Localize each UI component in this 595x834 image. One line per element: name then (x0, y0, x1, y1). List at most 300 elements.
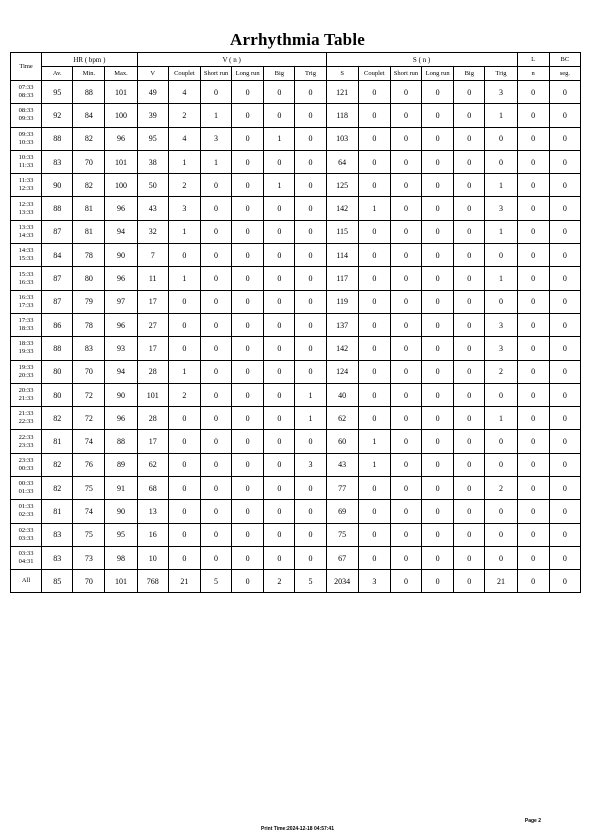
col-header-time: Time (11, 53, 42, 81)
value-cell: 0 (549, 523, 580, 546)
value-cell: 81 (42, 430, 73, 453)
value-cell: 0 (549, 244, 580, 267)
value-cell: 1 (485, 174, 517, 197)
col-header-bc-seg: seg. (549, 67, 580, 81)
value-cell: 0 (549, 81, 580, 104)
value-cell: 0 (454, 570, 485, 593)
value-cell: 0 (168, 546, 200, 569)
time-cell (11, 453, 42, 476)
value-cell: 0 (390, 267, 421, 290)
value-cell: 137 (326, 313, 358, 336)
value-cell: 0 (264, 267, 295, 290)
value-cell: 0 (295, 127, 326, 150)
value-cell: 0 (549, 104, 580, 127)
print-time: Print Time:2024-12-18 04:57:41 (260, 826, 334, 832)
value-cell: 0 (549, 407, 580, 430)
time-end: 17:33 (18, 301, 34, 309)
value-cell: 0 (422, 500, 454, 523)
value-cell: 17 (137, 337, 168, 360)
value-cell: 0 (485, 383, 517, 406)
time-cell (11, 337, 42, 360)
value-cell: 3 (200, 127, 231, 150)
value-cell: 0 (390, 500, 421, 523)
time-cell (11, 477, 42, 500)
value-cell: 95 (42, 81, 73, 104)
table-row (11, 383, 581, 406)
value-cell: 0 (549, 127, 580, 150)
value-cell: 0 (485, 546, 517, 569)
value-cell: 0 (422, 290, 454, 313)
value-cell: 0 (232, 174, 264, 197)
value-cell: 74 (73, 430, 105, 453)
page-number: Page 2 (524, 818, 541, 824)
value-cell: 2 (485, 477, 517, 500)
value-cell: 0 (264, 81, 295, 104)
value-cell: 4 (168, 127, 200, 150)
value-cell: 0 (232, 453, 264, 476)
value-cell: 0 (454, 81, 485, 104)
value-cell: 0 (264, 477, 295, 500)
value-cell: 0 (358, 104, 390, 127)
value-cell: 101 (105, 81, 137, 104)
table-row (11, 244, 581, 267)
value-cell: 95 (137, 127, 168, 150)
time-start: 13:33 (18, 223, 34, 231)
value-cell: 0 (390, 546, 421, 569)
value-cell: 0 (295, 313, 326, 336)
value-cell: 0 (358, 174, 390, 197)
time-end: 00:33 (18, 464, 34, 472)
value-cell: 0 (390, 477, 421, 500)
value-cell: 1 (485, 104, 517, 127)
time-cell (11, 523, 42, 546)
col-header-hr-max: Max. (105, 67, 137, 81)
value-cell: 3 (485, 337, 517, 360)
value-cell: 0 (232, 523, 264, 546)
time-start: 11:33 (18, 177, 34, 185)
value-cell: 81 (42, 500, 73, 523)
col-header-v-big: Big (264, 67, 295, 81)
value-cell: 82 (42, 407, 73, 430)
value-cell: 0 (517, 407, 549, 430)
value-cell: 83 (42, 150, 73, 173)
header-row-columns (11, 67, 581, 81)
value-cell: 100 (105, 174, 137, 197)
col-header-v-short-run: Short run (200, 67, 231, 81)
value-cell: 0 (454, 174, 485, 197)
col-header-bc: BC (549, 53, 580, 67)
value-cell: 0 (549, 313, 580, 336)
value-cell: 0 (517, 244, 549, 267)
value-cell: 0 (549, 174, 580, 197)
time-end: 20:33 (18, 371, 34, 379)
value-cell: 0 (454, 150, 485, 173)
value-cell: 0 (390, 220, 421, 243)
value-cell: 1 (358, 430, 390, 453)
table-body (11, 81, 581, 593)
value-cell: 0 (232, 127, 264, 150)
value-cell: 1 (200, 104, 231, 127)
value-cell: 94 (105, 220, 137, 243)
value-cell: 1 (358, 197, 390, 220)
table-row (11, 360, 581, 383)
value-cell: 0 (485, 290, 517, 313)
value-cell: 0 (454, 267, 485, 290)
value-cell: 0 (485, 127, 517, 150)
value-cell: 0 (549, 337, 580, 360)
value-cell: 84 (42, 244, 73, 267)
value-cell: 81 (73, 220, 105, 243)
time-end: 09:33 (18, 115, 34, 123)
value-cell: 0 (517, 570, 549, 593)
time-end: 16:33 (18, 278, 34, 286)
value-cell: 0 (358, 290, 390, 313)
value-cell: 0 (295, 546, 326, 569)
col-group-hr: HR ( bpm ) (42, 53, 137, 67)
value-cell: 1 (264, 127, 295, 150)
value-cell: 0 (232, 546, 264, 569)
value-cell: 87 (42, 220, 73, 243)
value-cell: 84 (73, 104, 105, 127)
time-end: 12:33 (18, 185, 34, 193)
value-cell: 0 (422, 104, 454, 127)
value-cell: 76 (73, 453, 105, 476)
time-end: 19:33 (18, 348, 34, 356)
value-cell: 0 (422, 174, 454, 197)
value-cell: 0 (358, 244, 390, 267)
value-cell: 72 (73, 383, 105, 406)
table-row (11, 81, 581, 104)
value-cell: 1 (200, 150, 231, 173)
value-cell: 0 (295, 360, 326, 383)
value-cell: 80 (42, 360, 73, 383)
value-cell: 0 (200, 220, 231, 243)
value-cell: 1 (485, 407, 517, 430)
value-cell: 1 (295, 407, 326, 430)
value-cell: 0 (264, 197, 295, 220)
value-cell: 0 (358, 523, 390, 546)
value-cell: 0 (358, 500, 390, 523)
value-cell: 88 (73, 81, 105, 104)
value-cell: 0 (264, 290, 295, 313)
value-cell: 28 (137, 407, 168, 430)
value-cell: 39 (137, 104, 168, 127)
value-cell: 0 (390, 523, 421, 546)
value-cell: 0 (358, 337, 390, 360)
value-cell: 82 (42, 477, 73, 500)
value-cell: 0 (517, 546, 549, 569)
value-cell: 0 (232, 313, 264, 336)
value-cell: 0 (390, 81, 421, 104)
value-cell: 0 (168, 453, 200, 476)
value-cell: 49 (137, 81, 168, 104)
value-cell: 1 (168, 220, 200, 243)
value-cell: 0 (232, 81, 264, 104)
value-cell: 3 (485, 313, 517, 336)
value-cell: 77 (326, 477, 358, 500)
table-row (11, 523, 581, 546)
value-cell: 91 (105, 477, 137, 500)
time-start: 21:33 (18, 410, 34, 418)
time-cell (11, 313, 42, 336)
value-cell: 0 (168, 500, 200, 523)
time-start: 16:33 (18, 293, 34, 301)
value-cell: 0 (549, 570, 580, 593)
table-row (11, 546, 581, 569)
value-cell: 0 (295, 220, 326, 243)
table-row-all (11, 570, 581, 593)
value-cell: 0 (517, 453, 549, 476)
value-cell: 67 (326, 546, 358, 569)
value-cell: 73 (73, 546, 105, 569)
table-row (11, 313, 581, 336)
col-header-s-big: Big (454, 67, 485, 81)
value-cell: 101 (105, 570, 137, 593)
value-cell: 92 (42, 104, 73, 127)
value-cell: 0 (358, 220, 390, 243)
value-cell: 0 (517, 81, 549, 104)
value-cell: 0 (200, 267, 231, 290)
value-cell: 0 (517, 104, 549, 127)
value-cell: 0 (358, 127, 390, 150)
value-cell: 80 (73, 267, 105, 290)
value-cell: 0 (549, 383, 580, 406)
value-cell: 1 (168, 360, 200, 383)
value-cell: 96 (105, 267, 137, 290)
value-cell: 78 (73, 244, 105, 267)
value-cell: 0 (232, 500, 264, 523)
time-cell (11, 174, 42, 197)
value-cell: 0 (200, 407, 231, 430)
value-cell: 0 (168, 290, 200, 313)
value-cell: 0 (358, 477, 390, 500)
value-cell: 0 (200, 430, 231, 453)
value-cell: 0 (517, 313, 549, 336)
value-cell: 0 (390, 570, 421, 593)
value-cell: 0 (295, 197, 326, 220)
time-start: 18:33 (18, 340, 34, 348)
time-end: 22:33 (18, 418, 34, 426)
value-cell: 0 (390, 174, 421, 197)
time-end: 08:33 (18, 92, 34, 100)
value-cell: 5 (200, 570, 231, 593)
value-cell: 0 (517, 127, 549, 150)
value-cell: 0 (295, 430, 326, 453)
value-cell: 768 (137, 570, 168, 593)
value-cell: 90 (105, 500, 137, 523)
value-cell: 1 (168, 267, 200, 290)
value-cell: 68 (137, 477, 168, 500)
table-row (11, 150, 581, 173)
value-cell: 0 (517, 174, 549, 197)
value-cell: 0 (200, 197, 231, 220)
value-cell: 0 (264, 453, 295, 476)
time-end: 23:33 (18, 441, 34, 449)
value-cell: 0 (168, 430, 200, 453)
value-cell: 118 (326, 104, 358, 127)
time-cell (11, 104, 42, 127)
value-cell: 0 (485, 244, 517, 267)
time-start: 10:33 (18, 154, 34, 162)
value-cell: 0 (168, 407, 200, 430)
value-cell: 5 (295, 570, 326, 593)
value-cell: 0 (422, 267, 454, 290)
time-start: 00:33 (18, 480, 34, 488)
value-cell: 0 (422, 453, 454, 476)
value-cell: 0 (200, 477, 231, 500)
value-cell: 0 (454, 337, 485, 360)
value-cell: 0 (422, 383, 454, 406)
value-cell: 0 (358, 81, 390, 104)
value-cell: 0 (232, 290, 264, 313)
value-cell: 38 (137, 150, 168, 173)
value-cell: 0 (422, 570, 454, 593)
value-cell: 0 (264, 244, 295, 267)
table-row (11, 500, 581, 523)
value-cell: 0 (232, 150, 264, 173)
value-cell: 21 (485, 570, 517, 593)
value-cell: 0 (422, 220, 454, 243)
value-cell: 95 (105, 523, 137, 546)
table-row (11, 104, 581, 127)
value-cell: 0 (454, 244, 485, 267)
value-cell: 0 (200, 453, 231, 476)
value-cell: 0 (422, 360, 454, 383)
value-cell: 0 (168, 477, 200, 500)
col-header-v-long-run: Long run (232, 67, 264, 81)
value-cell: 0 (422, 244, 454, 267)
value-cell: 2 (264, 570, 295, 593)
value-cell: 64 (326, 150, 358, 173)
value-cell: 74 (73, 500, 105, 523)
time-end: 01:33 (18, 488, 34, 496)
table-row (11, 174, 581, 197)
value-cell: 62 (326, 407, 358, 430)
value-cell: 70 (73, 150, 105, 173)
value-cell: 0 (517, 337, 549, 360)
value-cell: 0 (200, 500, 231, 523)
value-cell: 3 (295, 453, 326, 476)
value-cell: 0 (168, 523, 200, 546)
col-header-s-trig: Trig (485, 67, 517, 81)
value-cell: 82 (73, 174, 105, 197)
value-cell: 2 (168, 383, 200, 406)
value-cell: 0 (358, 546, 390, 569)
value-cell: 40 (326, 383, 358, 406)
value-cell: 17 (137, 290, 168, 313)
value-cell: 0 (358, 150, 390, 173)
value-cell: 125 (326, 174, 358, 197)
value-cell: 17 (137, 430, 168, 453)
time-end: 14:33 (18, 231, 34, 239)
value-cell: 0 (422, 523, 454, 546)
time-cell (11, 220, 42, 243)
col-header-v-trig: Trig (295, 67, 326, 81)
time-start: 09:33 (18, 130, 34, 138)
value-cell: 0 (200, 337, 231, 360)
value-cell: 0 (422, 430, 454, 453)
col-header-l: L (517, 53, 549, 67)
col-header-s-couplet: Couplet (358, 67, 390, 81)
time-start: 07:33 (18, 84, 34, 92)
value-cell: 0 (264, 430, 295, 453)
value-cell: 0 (295, 523, 326, 546)
value-cell: 0 (454, 313, 485, 336)
value-cell: 50 (137, 174, 168, 197)
time-end: 03:33 (18, 534, 34, 542)
value-cell: 0 (232, 267, 264, 290)
value-cell: 96 (105, 407, 137, 430)
value-cell: 0 (295, 174, 326, 197)
col-header-s: S (326, 67, 358, 81)
value-cell: 96 (105, 313, 137, 336)
value-cell: 82 (42, 453, 73, 476)
value-cell: 0 (390, 127, 421, 150)
time-cell (11, 500, 42, 523)
value-cell: 0 (200, 523, 231, 546)
value-cell: 0 (264, 360, 295, 383)
value-cell: 0 (200, 81, 231, 104)
value-cell: 79 (73, 290, 105, 313)
value-cell: 0 (517, 360, 549, 383)
value-cell: 2 (168, 104, 200, 127)
value-cell: 0 (422, 477, 454, 500)
value-cell: 82 (73, 127, 105, 150)
value-cell: 93 (105, 337, 137, 360)
value-cell: 0 (232, 383, 264, 406)
value-cell: 0 (422, 150, 454, 173)
value-cell: 0 (454, 523, 485, 546)
col-header-s-short-run: Short run (390, 67, 421, 81)
time-cell (11, 383, 42, 406)
value-cell: 0 (485, 453, 517, 476)
value-cell: 0 (232, 430, 264, 453)
value-cell: 4 (168, 81, 200, 104)
value-cell: 0 (390, 313, 421, 336)
value-cell: 81 (73, 197, 105, 220)
col-header-hr-min: Min. (73, 67, 105, 81)
value-cell: 0 (264, 383, 295, 406)
value-cell: 60 (326, 430, 358, 453)
col-header-l-n: n (517, 67, 549, 81)
time-cell (11, 430, 42, 453)
value-cell: 0 (264, 546, 295, 569)
value-cell: 98 (105, 546, 137, 569)
value-cell: 1 (264, 174, 295, 197)
value-cell: 0 (454, 383, 485, 406)
value-cell: 83 (73, 337, 105, 360)
time-start: 12:33 (18, 200, 34, 208)
value-cell: 16 (137, 523, 168, 546)
value-cell: 0 (485, 150, 517, 173)
value-cell: 0 (422, 127, 454, 150)
value-cell: 0 (454, 127, 485, 150)
time-start: 08:33 (18, 107, 34, 115)
value-cell: 0 (232, 220, 264, 243)
time-cell: All (11, 570, 42, 593)
value-cell: 0 (390, 150, 421, 173)
value-cell: 0 (454, 197, 485, 220)
value-cell: 87 (42, 267, 73, 290)
table-row (11, 337, 581, 360)
table-row (11, 477, 581, 500)
value-cell: 0 (390, 197, 421, 220)
time-start: 01:33 (18, 503, 34, 511)
col-header-s-long-run: Long run (422, 67, 454, 81)
value-cell: 0 (200, 546, 231, 569)
value-cell: 0 (485, 430, 517, 453)
value-cell: 0 (200, 290, 231, 313)
